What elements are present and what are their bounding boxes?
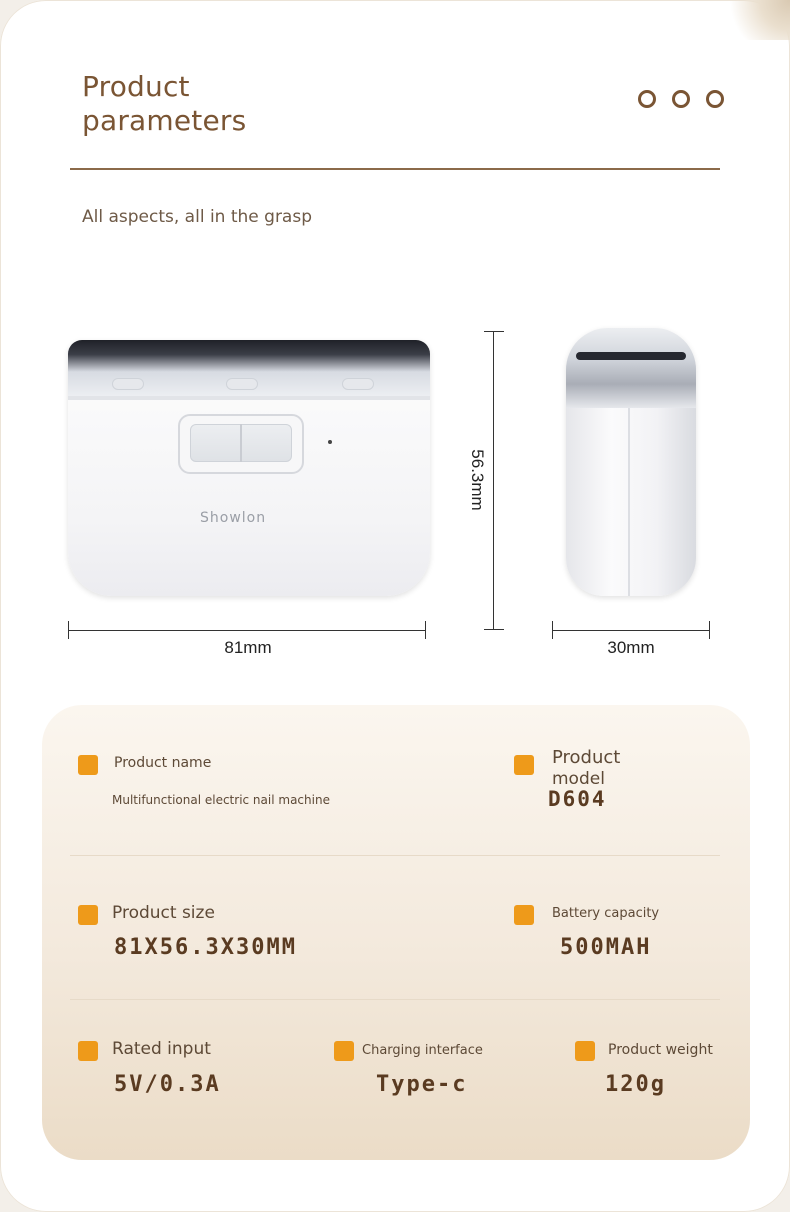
product-weight-label: Product weight [608, 1042, 713, 1058]
rated-input-label: Rated input [112, 1039, 211, 1059]
specs-panel [42, 705, 750, 1160]
bullet-icon [514, 905, 534, 925]
dot-icon [706, 90, 724, 108]
product-weight-value: 120g [605, 1072, 666, 1097]
width-cap-left [68, 621, 69, 639]
title-divider [70, 168, 720, 170]
product-model-label: Product [552, 747, 621, 768]
product-front-view [68, 340, 430, 596]
depth-cap-left [552, 621, 553, 639]
bullet-icon [78, 1041, 98, 1061]
depth-dimension-line [552, 630, 710, 631]
height-label: 56.3mm [468, 449, 487, 511]
bullet-icon [78, 755, 98, 775]
product-name-value: Multifunctional electric nail machine [112, 793, 330, 807]
bullet-icon [575, 1041, 595, 1061]
product-model-value: D604 [548, 787, 607, 811]
vent-slot [342, 378, 374, 390]
button-split [240, 424, 242, 462]
dot-icon [672, 90, 690, 108]
corner-tint [730, 0, 790, 40]
more-dots-icon [638, 90, 724, 108]
bullet-icon [514, 755, 534, 775]
side-seam [628, 408, 630, 596]
width-label: 81mm [224, 638, 272, 657]
charging-interface-label: Charging interface [362, 1043, 483, 1058]
product-size-value: 81X56.3X30MM [114, 935, 297, 960]
width-cap-right [425, 621, 426, 639]
vent-slot [112, 378, 144, 390]
battery-capacity-value: 500MAH [560, 935, 652, 960]
height-cap-top [484, 331, 504, 332]
side-head [566, 328, 696, 408]
product-side-view [566, 328, 696, 596]
bullet-icon [78, 905, 98, 925]
depth-cap-right [709, 621, 710, 639]
product-size-label: Product size [112, 903, 215, 923]
rated-input-value: 5V/0.3A [114, 1072, 221, 1097]
dot-icon [638, 90, 656, 108]
page-subtitle: All aspects, all in the grasp [82, 207, 312, 227]
depth-label: 30mm [607, 638, 655, 657]
height-dimension-line [493, 331, 494, 629]
indicator-led [328, 440, 332, 444]
row-divider [70, 855, 720, 856]
side-cap [576, 352, 686, 360]
vent-slot [226, 378, 258, 390]
height-cap-bottom [484, 629, 504, 630]
brand-logo: Showlon [200, 510, 267, 526]
head-ridge [68, 396, 430, 400]
width-dimension-line [68, 630, 426, 631]
bullet-icon [334, 1041, 354, 1061]
power-button [178, 414, 304, 474]
charging-interface-value: Type-c [376, 1072, 468, 1097]
page-title: Product parameters [82, 70, 247, 137]
battery-capacity-label: Battery capacity [552, 906, 660, 921]
product-model-label-2: model [552, 769, 605, 789]
row-divider [70, 999, 720, 1000]
product-name-label: Product name [114, 755, 212, 771]
